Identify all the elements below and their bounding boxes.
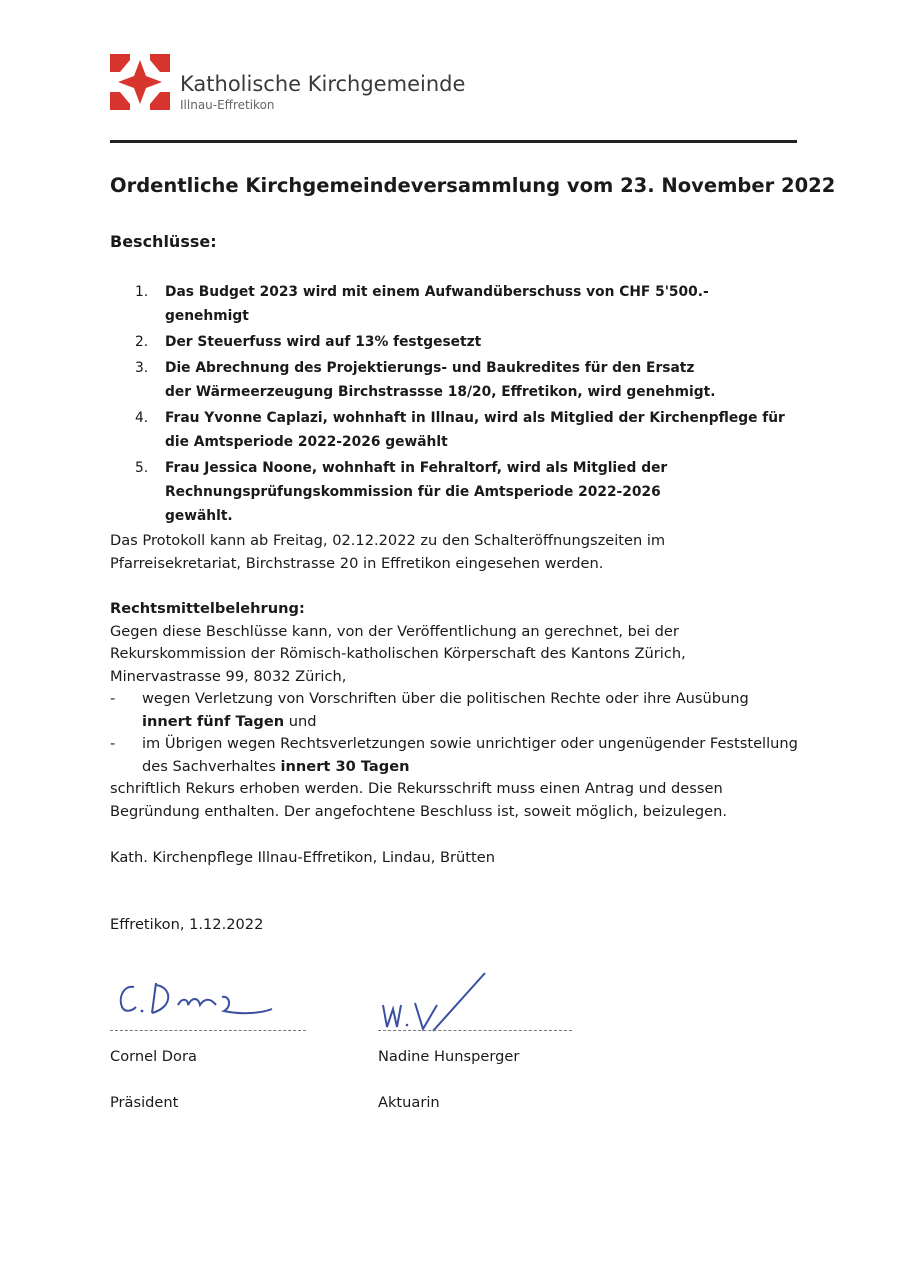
item-text: wegen Verletzung von Vorschriften über die politischen Rechte oder ihre Ausübung xyxy=(142,690,749,707)
item-text: im Übrigen wegen Rechtsverletzungen sowie unrichtiger oder ungenügender Feststellung des Sachverhaltes xyxy=(142,735,798,775)
list-text: Der Steuerfuss wird auf 13% festgesetzt xyxy=(165,334,482,350)
item-bold: innert fünf Tagen xyxy=(142,712,285,730)
org-name: Katholische Kirchgemeinde xyxy=(180,72,466,96)
church-logo-icon xyxy=(110,52,170,112)
list-number: 3. xyxy=(135,360,149,376)
dash-bullet: - xyxy=(110,735,116,752)
list-item xyxy=(135,356,795,404)
sender-line: Kath. Kirchenpflege Illnau-Effretikon, Lindau, Brütten xyxy=(110,849,495,866)
list-item xyxy=(135,456,795,528)
document-title: Ordentliche Kirchgemeindeversammlung vom 23. November 2022 xyxy=(110,174,836,197)
list-text: Frau Yvonne Caplazi, wohnhaft in Illnau, wird als Mitglied der Kirchenpflege für die Amtsperiode 2022-2026 gewählt xyxy=(165,410,785,450)
list-item xyxy=(135,280,795,328)
list-text xyxy=(142,688,749,733)
signature-nadine-hunsperger-icon xyxy=(375,965,495,1040)
list-item xyxy=(110,688,800,733)
signature-line xyxy=(378,1030,572,1031)
list-text: Die Abrechnung des Projektierungs- und Baukredites für den Ersatz der Wärmeerzeugung Birchstrassse 18/20, Effretikon, wird genehmigt. xyxy=(165,360,716,400)
resolutions-list xyxy=(135,280,795,530)
dash-bullet: - xyxy=(110,690,116,707)
rechtsmittel-intro: Gegen diese Beschlüsse kann, von der Veröffentlichung an gerechnet, bei der Rekurskommission der Römisch-katholischen Körperschaft des Kantons Zürich, Minervastrasse 99, 8032 Zürich, xyxy=(110,622,686,685)
place-date: Effretikon, 1.12.2022 xyxy=(110,916,264,933)
list-text: Frau Jessica Noone, wohnhaft in Fehraltorf, wird als Mitglied der Rechnungsprüfungskommission für die Amtsperiode 2022-2026 gewählt. xyxy=(165,460,668,524)
list-number: 4. xyxy=(135,410,149,426)
list-item xyxy=(110,733,800,778)
signature-line xyxy=(110,1030,306,1031)
signatory-name: Cornel Dora xyxy=(110,1048,197,1065)
item-bold: innert 30 Tagen xyxy=(280,757,410,775)
list-text: Das Budget 2023 wird mit einem Aufwandüberschuss von CHF 5'500.- genehmigt xyxy=(165,284,709,324)
rechtsmittel-heading: Rechtsmittelbelehrung: xyxy=(110,600,305,617)
signatory-role: Aktuarin xyxy=(378,1094,440,1111)
beschluesse-heading: Beschlüsse: xyxy=(110,232,217,251)
signatory-name: Nadine Hunsperger xyxy=(378,1048,520,1065)
rechtsmittel-section xyxy=(110,598,800,823)
list-number: 2. xyxy=(135,334,149,350)
signature-cornel-dora-icon xyxy=(112,975,282,1030)
list-number: 5. xyxy=(135,460,149,476)
org-subtitle: Illnau-Effretikon xyxy=(180,98,275,112)
list-item xyxy=(135,406,795,454)
rechtsmittel-closing: schriftlich Rekurs erhoben werden. Die Rekursschrift muss einen Antrag und dessen Begründung enthalten. Der angefochtene Beschluss ist, soweit möglich, beizulegen. xyxy=(110,780,728,820)
header-divider xyxy=(110,140,797,143)
signatory-role: Präsident xyxy=(110,1094,179,1111)
list-number: 1. xyxy=(135,284,149,300)
item-tail: und xyxy=(288,712,317,730)
list-item xyxy=(135,330,795,354)
protokoll-paragraph: Das Protokoll kann ab Freitag, 02.12.2022 zu den Schalteröffnungszeiten im Pfarreisekretariat, Birchstrasse 20 in Effretikon eingesehen werden. xyxy=(110,532,666,572)
list-text xyxy=(142,733,800,778)
